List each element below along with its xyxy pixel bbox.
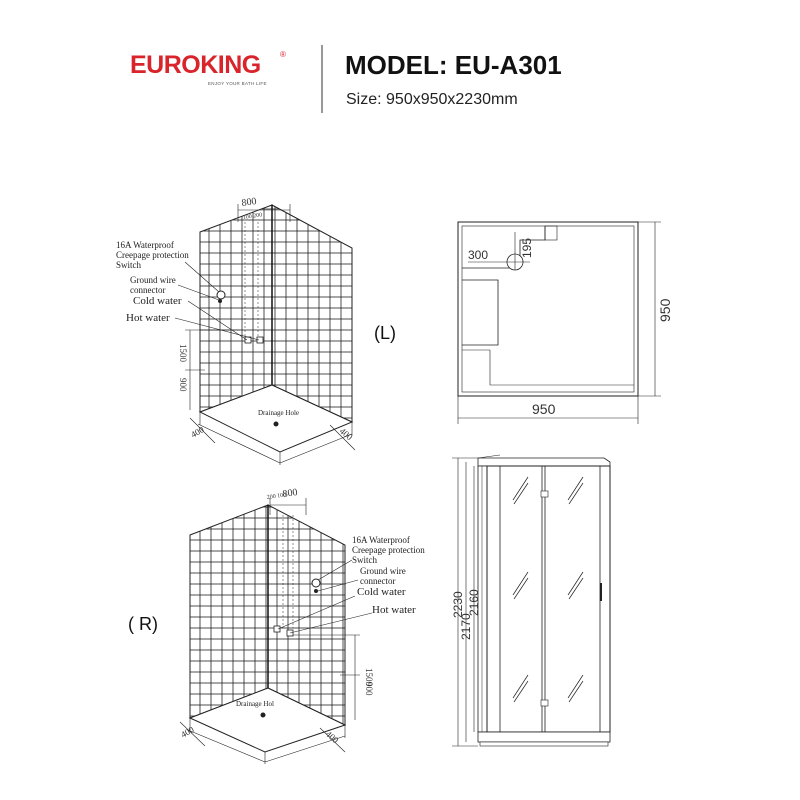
front-dim-frame: 2170 xyxy=(459,613,473,640)
drain-icon xyxy=(274,422,279,427)
brand-name: EUROKING xyxy=(130,51,261,79)
right-dim-h1: 1500 xyxy=(364,668,374,686)
registered-mark: ® xyxy=(280,50,286,59)
right-dim-base-right: 400 xyxy=(323,728,341,746)
label-ground-left: Ground wire connector xyxy=(130,275,176,295)
label-drain-left: Drainage Hole xyxy=(258,409,300,417)
right-wall-left xyxy=(272,205,352,422)
door-frame xyxy=(487,466,610,732)
front-dim-total: 2230 xyxy=(451,591,465,618)
left-dim-base-left: 400 xyxy=(189,424,206,440)
door-handle xyxy=(600,583,602,601)
switch-icon xyxy=(217,291,225,299)
hinge-icon xyxy=(541,700,548,706)
switch-icon xyxy=(312,579,320,587)
size-text: Size: 950x950x2230mm xyxy=(346,91,518,108)
label-switch-left: 16A Waterproof Creepage protection Switch xyxy=(116,240,189,270)
left-wall-left xyxy=(200,205,272,412)
label-cold-left: Cold water xyxy=(133,295,182,307)
label-ground-right: Ground wire connector xyxy=(360,566,406,586)
orientation-left: (L) xyxy=(374,323,396,343)
left-dim-top-small: 100 200 xyxy=(242,212,263,221)
model-title: MODEL: EU-A301 xyxy=(345,50,562,80)
label-hot-right: Hot water xyxy=(372,604,416,616)
front-view xyxy=(451,455,610,746)
right-dim-base-left: 400 xyxy=(179,724,196,740)
left-dim-h1: 1500 xyxy=(178,344,188,362)
cold-valve-icon xyxy=(274,626,280,632)
shower-tray xyxy=(478,732,610,742)
label-drain-right: Drainage Hol xyxy=(236,700,274,708)
left-dim-h2: 900 xyxy=(178,378,188,392)
right-dim-top-small: 200 100 xyxy=(266,492,287,501)
right-dim-top: 800 xyxy=(281,486,299,500)
left-dim-base-right: 400 xyxy=(337,425,355,443)
plan-dim-300: 300 xyxy=(468,248,489,262)
right-wall-right xyxy=(268,505,345,725)
plan-dim-width: 950 xyxy=(532,401,556,417)
left-wall-right xyxy=(190,505,268,718)
left-dim-top: 800 xyxy=(240,195,258,209)
corner-view-left xyxy=(175,204,355,465)
drain-icon xyxy=(261,713,266,718)
brand-tagline: ENJOY YOUR BATH LIFE xyxy=(208,81,267,86)
label-switch-right: 16A Waterproof Creepage protection Switch xyxy=(352,535,425,565)
corner-view-right xyxy=(180,498,372,764)
hinge-icon xyxy=(541,491,548,497)
orientation-right: ( R) xyxy=(128,614,158,634)
label-hot-left: Hot water xyxy=(126,312,170,324)
label-cold-right: Cold water xyxy=(357,586,406,598)
ground-connector-icon xyxy=(314,589,318,593)
plan-view xyxy=(458,222,673,424)
front-dim-door: 2160 xyxy=(467,589,481,616)
plan-dim-195: 195 xyxy=(520,237,534,258)
plan-dim-depth: 950 xyxy=(657,298,673,322)
right-dim-h2: 900 xyxy=(364,682,374,696)
